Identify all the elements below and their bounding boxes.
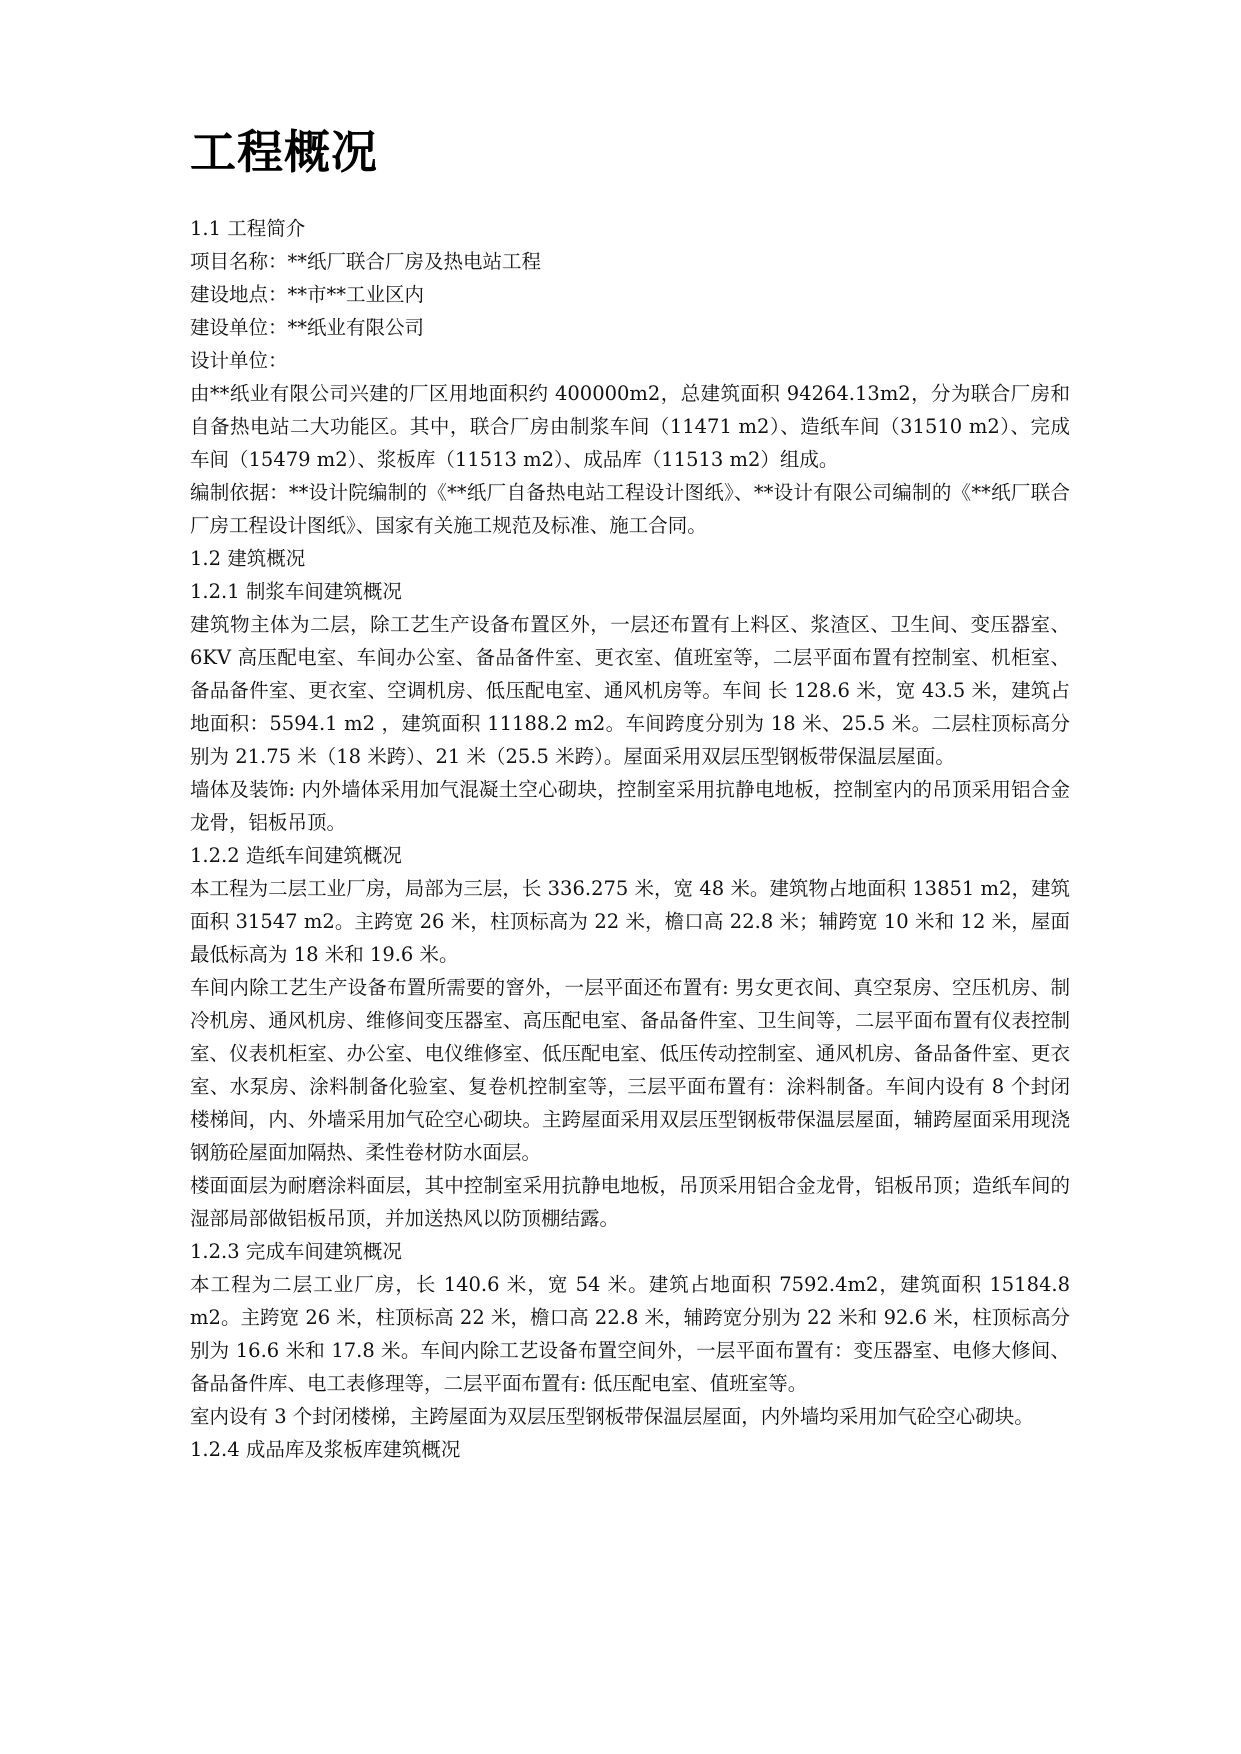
basis-paragraph: 编制依据：**设计院编制的《**纸厂自备热电站工程设计图纸》、**设计有限公司编制的《**纸厂联合厂房工程设计图纸》、国家有关施工规范及标准、施工合同。 [190,481,1070,537]
paper-workshop-layout-paragraph: 车间内除工艺生产设备布置所需要的窨外，一层平面还布置有: 男女更衣间、真空泵房、空压机房、制冷机房、通风机房、维修间变压器室、高压配电室、备品备件室、卫生间等，二层平面布置有仪表控制室、仪表机柜室、办公室、电仪维修室、低压配电室、低压传动控制室、通风机房、备品备件室、更衣室、水泵房、涂料制备化验室、复卷机控制室等，三层平面布置有：涂料制备。车间内设有 8 个封闭楼梯间，内、外墙采用加气砼空心砌块。主跨屋面采用双层压型钢板带保温层屋面，辅跨屋面采用现浇钢筋砼屋面加隔热、柔性卷材防水面层。 [190,976,1070,1164]
section-heading-1-2-3: 1.2.3 完成车间建筑概况 [190,1240,402,1263]
section-heading-1-2-2: 1.2.2 造纸车间建筑概况 [190,844,402,867]
section-heading-1-1: 1.1 工程简介 [190,217,306,240]
section-heading-1-2: 1.2 建筑概况 [190,547,306,570]
project-name-line: 项目名称：**纸厂联合厂房及热电站工程 [190,250,542,273]
paper-workshop-floor-paragraph: 楼面面层为耐磨涂料面层，其中控制室采用抗静电地板，吊顶采用铝合金龙骨，铝板吊顶；造纸车间的湿部局部做铝板吊顶，并加送热风以防顶棚结露。 [190,1174,1070,1230]
overview-paragraph: 由**纸业有限公司兴建的厂区用地面积约 400000m2，总建筑面积 94264.13m2，分为联合厂房和自备热电站二大功能区。其中，联合厂房由制浆车间（11471 m2）、造纸车间（31510 m2）、完成车间（15479 m2）、浆板库（11513 m2）、成品库（11513 m2）组成。 [190,382,1070,471]
section-heading-1-2-4: 1.2.4 成品库及浆板库建筑概况 [190,1438,461,1461]
document-body [190,118,1070,1466]
location-line: 建设地点：**市**工业区内 [190,283,425,306]
designer-line: 设计单位： [190,349,288,372]
document-title: 工程概况 [190,125,378,179]
pulp-wall-decoration-paragraph: 墙体及装饰: 内外墙体采用加气混凝土空心砌块，控制室采用抗静电地板，控制室内的吊顶采用铝合金龙骨，铝板吊顶。 [190,778,1070,834]
paper-workshop-paragraph: 本工程为二层工业厂房，局部为三层，长 336.275 米，宽 48 米。建筑物占地面积 13851 m2，建筑面积 31547 m2。主跨宽 26 米，柱顶标高为 22 米，檐口高 22.8 米；辅跨宽 10 米和 12 米，屋面最低标高为 18 米和 19.6 米。 [190,877,1070,966]
pulp-workshop-paragraph: 建筑物主体为二层，除工艺生产设备布置区外，一层还布置有上料区、浆渣区、卫生间、变压器室、6KV 高压配电室、车间办公室、备品备件室、更衣室、值班室等，二层平面布置有控制室、机柜室、备品备件室、更衣室、空调机房、低压配电室、通风机房等。车间 长 128.6 米，宽 43.5 米，建筑占地面积：5594.1 m2 ，建筑面积 11188.2 m2。车间跨度分别为 18 米、25.5 米。二层柱顶标高分别为 21.75 米（18 米跨）、21 米（25.5 米跨）。屋面采用双层压型钢板带保温层屋面。 [190,613,1070,768]
builder-line: 建设单位：**纸业有限公司 [190,316,425,339]
finishing-workshop-paragraph: 本工程为二层工业厂房，长 140.6 米，宽 54 米。建筑占地面积 7592.4m2，建筑面积 15184.8 m2。主跨宽 26 米，柱顶标高 22 米，檐口高 22.8 米，辅跨宽分别为 22 米和 92.6 米，柱顶标高分别为 16.6 米和 17.8 米。车间内除工艺设备布置空间外，一层平面布置有：变压器室、电修大修间、备品备件库、电工表修理等，二层平面布置有: 低压配电室、值班室等。 [190,1273,1070,1395]
section-heading-1-2-1: 1.2.1 制浆车间建筑概况 [190,580,402,603]
finishing-workshop-stairs-paragraph: 室内设有 3 个封闭楼梯，主跨屋面为双层压型钢板带保温层屋面，内外墙均采用加气砼空心砌块。 [190,1405,1034,1428]
